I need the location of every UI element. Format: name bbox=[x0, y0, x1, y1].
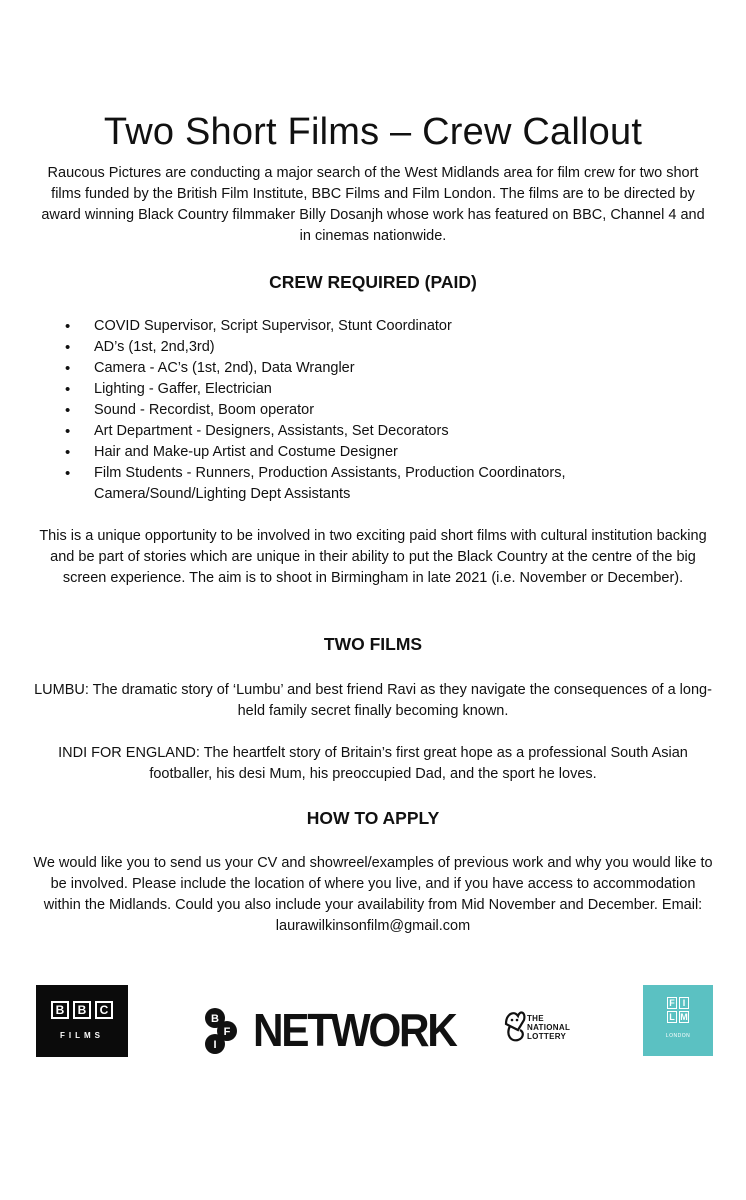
list-item: • COVID Supervisor, Script Supervisor, Stunt Coordinator bbox=[65, 316, 685, 337]
list-item: • Hair and Make-up Artist and Costume Designer bbox=[65, 442, 685, 463]
film-london-label: LONDON bbox=[665, 1033, 691, 1039]
apply-heading: HOW TO APPLY bbox=[306, 808, 440, 828]
list-item: • Camera - AC’s (1st, 2nd), Data Wrangler bbox=[65, 358, 685, 379]
film-london-letter: L bbox=[667, 1011, 677, 1023]
lottery-line: NATIONAL bbox=[527, 1023, 571, 1032]
crew-heading: CREW REQUIRED (PAID) bbox=[269, 272, 477, 292]
national-lottery-text bbox=[527, 1014, 570, 1041]
bbc-letter: C bbox=[95, 1001, 113, 1019]
bfi-network-wordmark: NETWORK bbox=[253, 1004, 456, 1056]
list-item: • Art Department - Designers, Assistants, Set Decorators bbox=[65, 421, 685, 442]
bfi-letter: B bbox=[211, 1013, 219, 1025]
film-london-letter: F bbox=[667, 997, 677, 1009]
bfi-letter: F bbox=[223, 1026, 231, 1038]
indi-paragraph: INDI FOR ENGLAND: The heartfelt story of Britain’s first great hope as a professional South Asian footballer, his desi Mum, his preoccupied Dad, and the sport he loves. bbox=[58, 745, 688, 782]
bfi-logo bbox=[200, 1003, 250, 1055]
list-item: • Film Students - Runners, Production Assistants, Production Coordinators, Camera/Sound/Lighting Dept Assistants bbox=[65, 463, 685, 505]
lottery-line: THE bbox=[527, 1014, 544, 1023]
opportunity-paragraph: This is a unique opportunity to be involved in two exciting paid short films with cultural institution backing and be part of stories which are unique in their ability to put the Black Country at the centre of the big screen experience. The aim is to shoot in Birmingham in late 2021 (i.e. November or December). bbox=[39, 528, 707, 586]
film-london-letter: M bbox=[680, 1012, 688, 1022]
bbc-letter: B bbox=[73, 1001, 91, 1019]
lumbu-paragraph: LUMBU: The dramatic story of ‘Lumbu’ and best friend Ravi as they navigate the consequences of a long-held family secret finally becoming known. bbox=[34, 682, 712, 719]
bfi-letter: I bbox=[213, 1039, 217, 1051]
film-london-logo bbox=[643, 985, 713, 1056]
films-heading: TWO FILMS bbox=[323, 634, 423, 654]
page-title: Two Short Films – Crew Callout bbox=[103, 111, 643, 153]
crew-list bbox=[65, 316, 685, 505]
bbc-films-label: FILMS bbox=[60, 1031, 104, 1040]
apply-paragraph: We would like you to send us your CV and showreel/examples of previous work and why you would like to be involved. Please include the location of where you live, and if you have access to accommodation within the Midlands. Could you also include your availability from Mid November and December. Email: laurawilkinsonfilm@gmail.com bbox=[33, 855, 713, 934]
intro-paragraph: Raucous Pictures are conducting a major search of the West Midlands area for film crew for two short films funded by the British Film Institute, BBC Films and Film London. The films are to be directed by award winning Black Country filmmaker Billy Dosanjh whose work has featured on BBC, Channel 4 and in cinemas nationwide. bbox=[41, 165, 705, 244]
list-item: • AD’s (1st, 2nd,3rd) bbox=[65, 337, 685, 358]
bbc-films-logo bbox=[36, 985, 128, 1057]
list-item: • Lighting - Gaffer, Electrician bbox=[65, 379, 685, 400]
film-london-letter: I bbox=[679, 997, 689, 1009]
lottery-line: LOTTERY bbox=[527, 1032, 567, 1041]
list-item: • Sound - Recordist, Boom operator bbox=[65, 400, 685, 421]
bbc-letter: B bbox=[51, 1001, 69, 1019]
